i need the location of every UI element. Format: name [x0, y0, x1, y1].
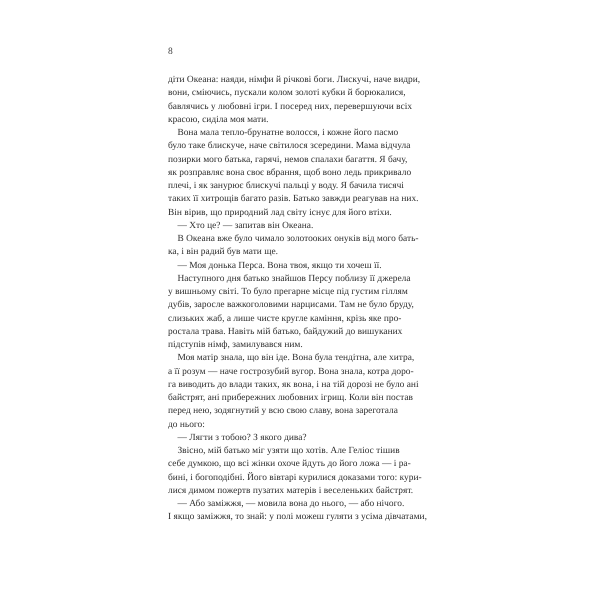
- text-line: І якщо заміжжя, то знай: у полі можеш гуляти з усіма дівчатами,: [168, 512, 427, 523]
- text-line: перед нею, зодягнутий у всю свою славу, вона зареготала: [168, 406, 398, 417]
- text-line: Наступного дня батько знайшов Персу поблизу її джерела: [168, 273, 411, 284]
- text-line: ростала трава. Навіть мій батько, байдужий до вишуканих: [168, 326, 403, 337]
- page-text-block: [168, 74, 433, 525]
- text-line: — Або заміжжя, — мовила вона до нього, — або нічого.: [168, 499, 405, 509]
- text-line: — Лягти з тобою? З якого дива?: [168, 432, 307, 443]
- text-line: — Моя донька Перса. Вона твоя, якщо ти хочеш її.: [168, 260, 382, 271]
- text-line: себе думкою, що всі жінки охоче йдуть до його ложа — і ра-: [168, 459, 411, 470]
- text-line: — Хто це? — запитав він Океана.: [168, 220, 314, 231]
- text-line: вони, сміючись, пускали колом золоті кубки й борюкалися,: [168, 88, 406, 99]
- text-line: га виводить до влади таких, як вона, і на тій дорозі не було ані: [168, 379, 419, 390]
- text-line: Вона мала тепло-брунатне волосся, і кожне його пасмо: [168, 128, 399, 138]
- text-line: до нього:: [168, 419, 205, 430]
- text-line: у вишньому світі. То було прегарне місце під густим гіллям: [168, 287, 408, 297]
- text-line: позирки мого батька, гарячі, немов спалахи багаття. Я бачу,: [168, 154, 408, 165]
- text-line: таких її хитрощів багато разів. Батько завжди реагував на них.: [168, 194, 419, 205]
- page-number: 8: [168, 47, 173, 57]
- text-line: слизьких жаб, а лише чисте кругле каміння, крізь яке про-: [168, 313, 402, 324]
- text-line: Він вірив, що природний лад світу існує для його втіхи.: [168, 207, 392, 218]
- text-line: бавлячись у любовні ігри. І посеред них, перевершуючи всіх: [168, 101, 413, 112]
- text-line: діти Океана: наяди, німфи й річкові боги. Лискучі, наче видри,: [168, 75, 421, 85]
- text-line: підступів німф, замилувався ним.: [168, 340, 303, 350]
- text-line: а її розум — наче гострозубий вугор. Вона знала, котра доро-: [168, 366, 414, 377]
- text-line: дубів, заросле важкоголовими нарцисами. Там не було бруду,: [168, 300, 414, 311]
- text-line: лися димом пожертв пузатих матерів і веселеньких байстрят.: [168, 485, 414, 496]
- text-line: бині, і богоподібні. Його вівтарі курилися доказами того: кури-: [168, 472, 422, 483]
- text-line: було таке блискуче, наче світилося зсередини. Мама відчула: [168, 141, 411, 152]
- text-line: Звісно, мій батько міг узяти що хотів. Але Геліос тішив: [168, 446, 400, 456]
- text-line: В Океана вже було чимало золотооких онуків від мого бать-: [168, 234, 419, 244]
- text-line: плечі, і як занурює блискучі пальці у воду. Я бачила тисячі: [168, 181, 404, 191]
- text-line: красою, сиділа моя мати.: [168, 114, 269, 125]
- text-line: ка, і він радий був мати ще.: [168, 247, 278, 258]
- text-line: байстрят, ані прибережних любовних ігрищ. Коли він постав: [168, 393, 413, 403]
- text-line: Моя матір знала, що він іде. Вона була тендітна, але хитра,: [168, 353, 415, 364]
- text-line: як розправляє вона своє вбрання, щоб воно ледь прикривало: [168, 167, 412, 178]
